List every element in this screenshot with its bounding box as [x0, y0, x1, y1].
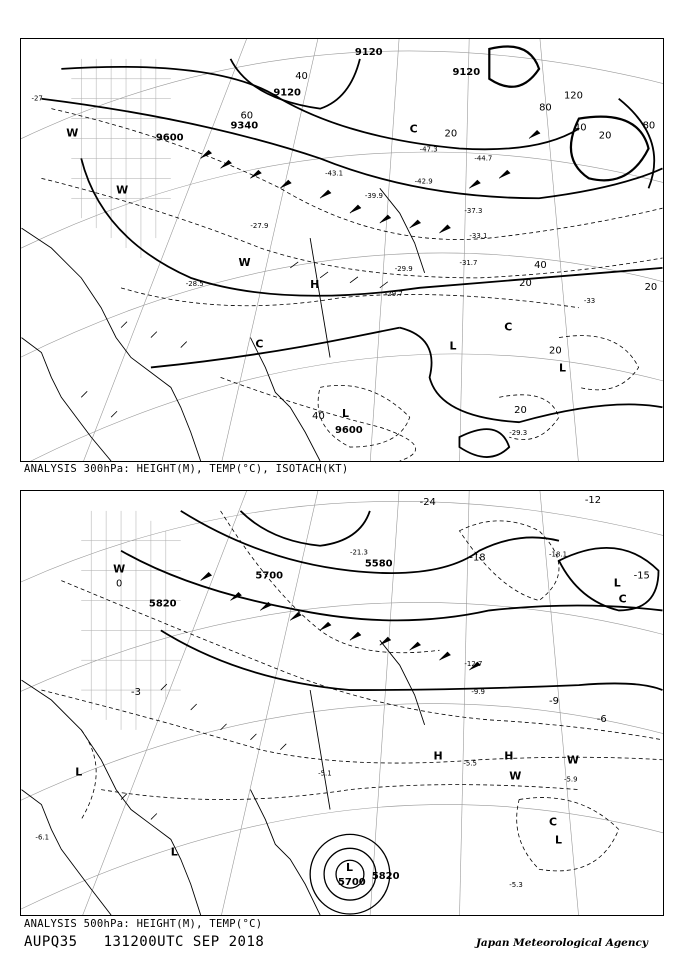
isotach-label: 60 [240, 110, 254, 122]
isotach-label: 20 [514, 405, 527, 417]
cold-marker: C [409, 122, 418, 136]
temp-value: -5.1 [318, 769, 332, 778]
isotherm-label: -15 [633, 570, 650, 582]
height-label: 9120 [273, 87, 301, 99]
temp-value: -33.1 [469, 232, 488, 241]
low-marker: L [449, 339, 457, 353]
coastline-300 [22, 188, 425, 461]
graticule-300 [21, 39, 663, 461]
isotherm-label: -24 [419, 496, 436, 508]
isotach-labels-300 [240, 71, 657, 422]
temp-value: -27.9 [250, 222, 269, 231]
isotach-label: 80 [539, 102, 552, 114]
low-marker: L [342, 407, 349, 421]
temp-value: -29.9 [394, 264, 413, 273]
temp-value: -33 [583, 296, 596, 305]
isotach-label: 40 [295, 70, 308, 82]
warm-marker: W [116, 183, 129, 197]
isotach-label: 20 [519, 277, 532, 289]
height-label: 5580 [364, 558, 393, 570]
wind-barbs-300 [81, 128, 540, 421]
low-marker: L [558, 361, 566, 375]
warm-marker: W [509, 769, 522, 783]
temp-value: -29.7 [384, 289, 403, 298]
height-label: 9120 [354, 46, 383, 58]
temp-value: -12.7 [464, 660, 483, 669]
isotach-label: 120 [563, 90, 583, 102]
map-500hpa-canvas [21, 491, 663, 915]
warm-marker: W [66, 126, 79, 140]
isotach-label: 80 [642, 120, 656, 132]
temp-value: -9.9 [471, 688, 485, 697]
height-label: 5820 [148, 598, 177, 610]
isotherm-label: -12 [584, 494, 602, 506]
warm-marker: W [566, 753, 580, 767]
map-300hpa-canvas [21, 39, 663, 461]
temp-value: -18.1 [549, 550, 568, 559]
cold-marker: C [549, 815, 558, 829]
isotherm-label: -9 [549, 695, 559, 707]
warm-marker: W [238, 255, 251, 269]
height-labels-500 [149, 559, 400, 888]
caption-300hpa: ANALYSIS 300hPa: HEIGHT(M), TEMP(°C), ISOTACH(KT) [24, 463, 349, 475]
temp-value: -5.5 [463, 759, 478, 768]
temp-values-500 [35, 548, 580, 890]
isotherm-label: -18 [469, 552, 486, 564]
isotach-label: 20 [644, 281, 658, 293]
temp-labels-300 [31, 95, 595, 437]
low-marker: L [613, 576, 621, 590]
temp-value: -28.5 [185, 279, 204, 288]
temp-value: -21.3 [349, 548, 368, 557]
height-label: 9600 [335, 425, 363, 437]
cold-marker: C [255, 337, 264, 351]
low-marker: L [170, 845, 178, 859]
isotach-label: 20 [598, 130, 612, 142]
chart-code: AUPQ35 [24, 934, 78, 950]
isotherm-label: -3 [130, 687, 141, 699]
warm-marker: W [113, 562, 126, 576]
high-marker: H [433, 749, 443, 763]
low-marker: L [75, 765, 83, 779]
chart-identifier [24, 934, 290, 950]
temp-value: -29.3 [509, 429, 528, 438]
analysis-300hpa-map [20, 38, 664, 462]
temp-value: -44.7 [474, 154, 493, 163]
analysis-500hpa-map [20, 490, 664, 916]
temp-value: -6.1 [35, 833, 50, 842]
wind-hatch-300 [71, 59, 171, 258]
height-label: 5700 [255, 570, 284, 582]
temp-value: -42.9 [414, 177, 433, 186]
height-label: 5700 [338, 877, 366, 889]
temp-value: -5.9 [563, 775, 578, 784]
isotherm-label: -6 [596, 713, 607, 725]
isotach-label: 40 [534, 259, 547, 271]
cold-marker: C [504, 320, 513, 334]
temp-value: -27 [31, 94, 43, 103]
height-label: 9120 [452, 66, 481, 78]
isotach-label: 40 [312, 411, 325, 423]
agency-credit: Japan Meteorological Agency [475, 937, 648, 949]
height-label: 9600 [155, 132, 184, 144]
isotherm-label: 0 [116, 578, 123, 590]
temp-value: -31.7 [459, 258, 478, 267]
height-label: 5820 [371, 871, 400, 883]
isotherms-300 [41, 109, 662, 461]
cold-marker: C [618, 592, 627, 606]
height-labels-300 [155, 46, 483, 437]
isotach-label: 40 [573, 122, 587, 134]
temp-value: -43.1 [325, 169, 344, 178]
high-marker: H [310, 277, 320, 291]
isotach-label: 20 [444, 128, 458, 140]
temp-value: -39.9 [364, 192, 383, 201]
temp-value: -5.3 [509, 881, 523, 890]
height-label: 9340 [230, 120, 259, 132]
isotach-label: 20 [549, 345, 562, 357]
temp-value: -37.3 [464, 207, 483, 216]
temp-value: -47.3 [419, 145, 438, 154]
low-marker: L [345, 861, 353, 875]
high-marker: H [504, 749, 514, 763]
caption-500hpa: ANALYSIS 500hPa: HEIGHT(M), TEMP(°C) [24, 918, 263, 930]
jet-core-300 [489, 46, 648, 180]
low-marker: L [554, 833, 562, 847]
valid-time: 131200UTC SEP 2018 [103, 934, 265, 950]
